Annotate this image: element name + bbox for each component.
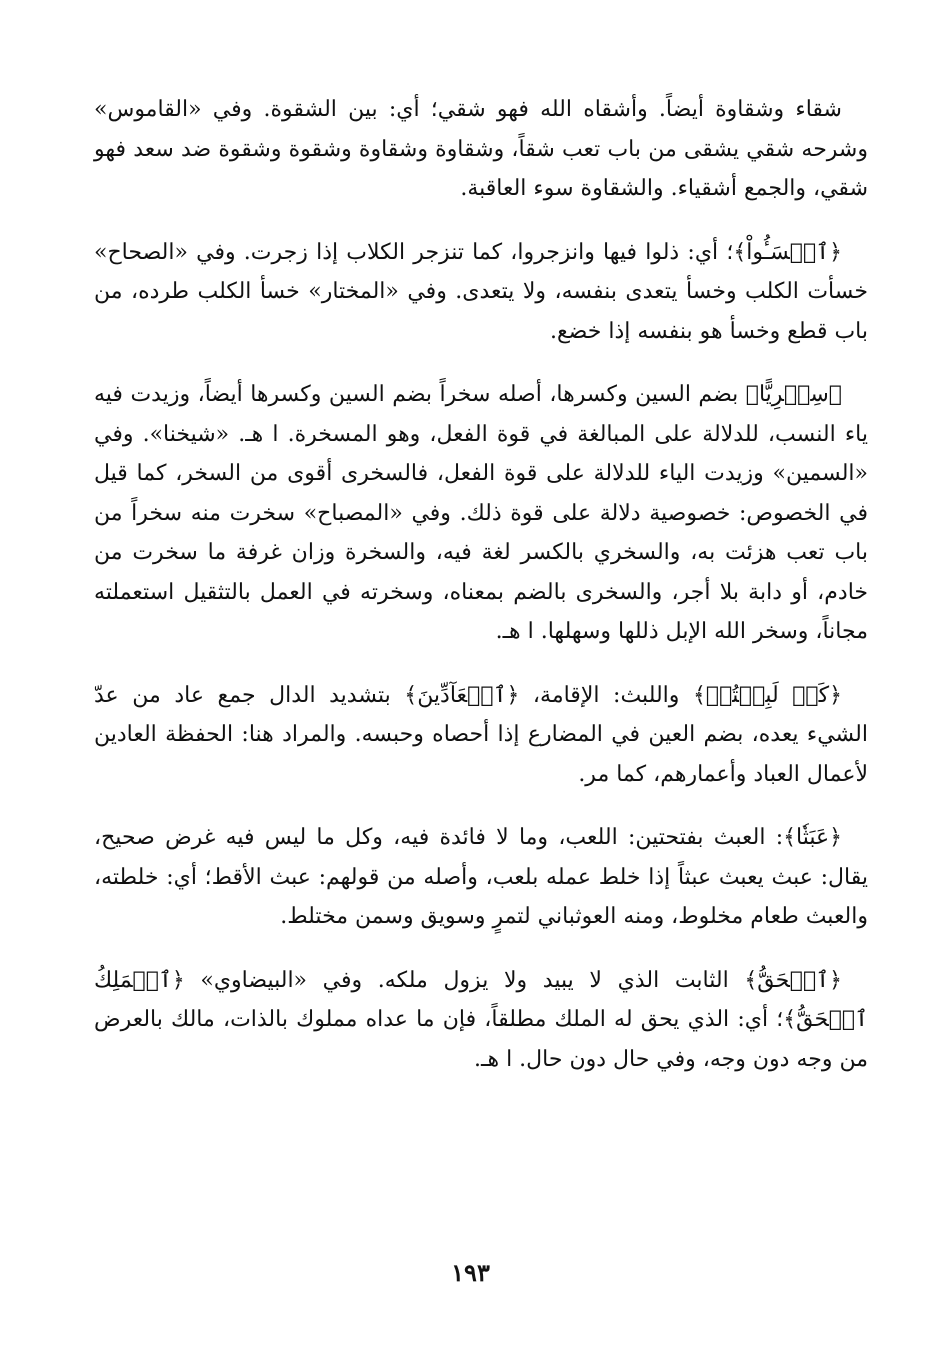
paragraph-abathan: ﴿عَبَثٗا﴾: العبث بفتحتين: اللعب، وما لا فائدة فيه، وكل ما ليس فيه غرض صحيح، يقال: عبث يعبث عبثاً إذا خلط عمله بلعب، وأصله من قولهم: عبث الأقط؛ أي: خلطته، والعبث طعام مخلوط، ومنه العوثباني لتمرٍ وسويق وسمن مختلط. <box>94 825 868 929</box>
paragraph-sikhriyya: ﴿سِخۡرِيًّا﴾ بضم السين وكسرها، أصله سخراً بضم السين وكسرها أيضاً، وزيدت فيه ياء النسب، للدلالة على المبالغة في قوة الفعل، وهو المسخرة. ا هـ. «شيخنا». وفي «السمين» وزيدت الياء للدلالة على قوة الفعل، فالسخرى أقوى من السخر، كما قيل في الخصوص: خصوصية دلالة على قوة ذلك. وفي «المصباح» سخرت منه سخراً من باب تعب هزئت به، والسخري بالكسر لغة فيه، والسخرة وزان غرفة ما سخرت من خادم، أو دابة بلا أجر، والسخرى بالضم بمعناه، وسخرته في العمل بالتثقيل استعملته مجاناً، وسخر الله الإبل ذللها وسهلها. ا هـ. <box>94 382 868 644</box>
page-number: ١٩٣ <box>451 1258 490 1287</box>
paragraph-al-haqq: ﴿ٱلۡحَقُّ﴾ الثابت الذي لا يبيد ولا يزول ملكه. وفي «البيضاوي» ﴿ٱلۡمَلِكُ ٱلۡحَقُّ﴾؛ أي: الذي يحق له الملك مطلقاً، فإن ما عداه مملوك بالذات، مالك بالعرض من وجه دون وجه، وفي حال دون حال. ا هـ. <box>94 967 868 1072</box>
paragraph-ikhsau: ﴿ٱخۡسَـُٔواْ﴾؛ أي: ذلوا فيها وانزجروا، كما تنزجر الكلاب إذا زجرت. وفي «الصحاح» خسأت الكلب وخسأ يتعدى بنفسه، ولا يتعدى. وفي «المختار» خسأ الكلب طرده، من باب قطع وخسأ هو بنفسه إذا خضع. <box>94 239 868 344</box>
paragraph-shaqawa: شقاء وشقاوة أيضاً. وأشقاه الله فهو شقي؛ أي: بين الشقوة. وفي «القاموس» وشرحه شقي يشقى من باب تعب شقاً، وشقاوة وشقاوة وشقوة وشقوة ضد سعد فهو شقي، والجمع أشقياء. والشقاوة سوء العاقبة. <box>94 97 868 201</box>
body-text <box>94 90 868 1103</box>
paragraph-kam-labithtum: ﴿كَمۡ لَبِثۡتُمۡ﴾ واللبث: الإقامة، ﴿ٱلۡعَآدِّينَ﴾ بتشديد الدال جمع عاد من عدّ الشيء يعده، بضم العين في المضارع إذا أحصاه وحبسه. والمراد هنا: الحفظة العادين لأعمال العباد وأعمارهم، كما مر. <box>94 682 868 787</box>
